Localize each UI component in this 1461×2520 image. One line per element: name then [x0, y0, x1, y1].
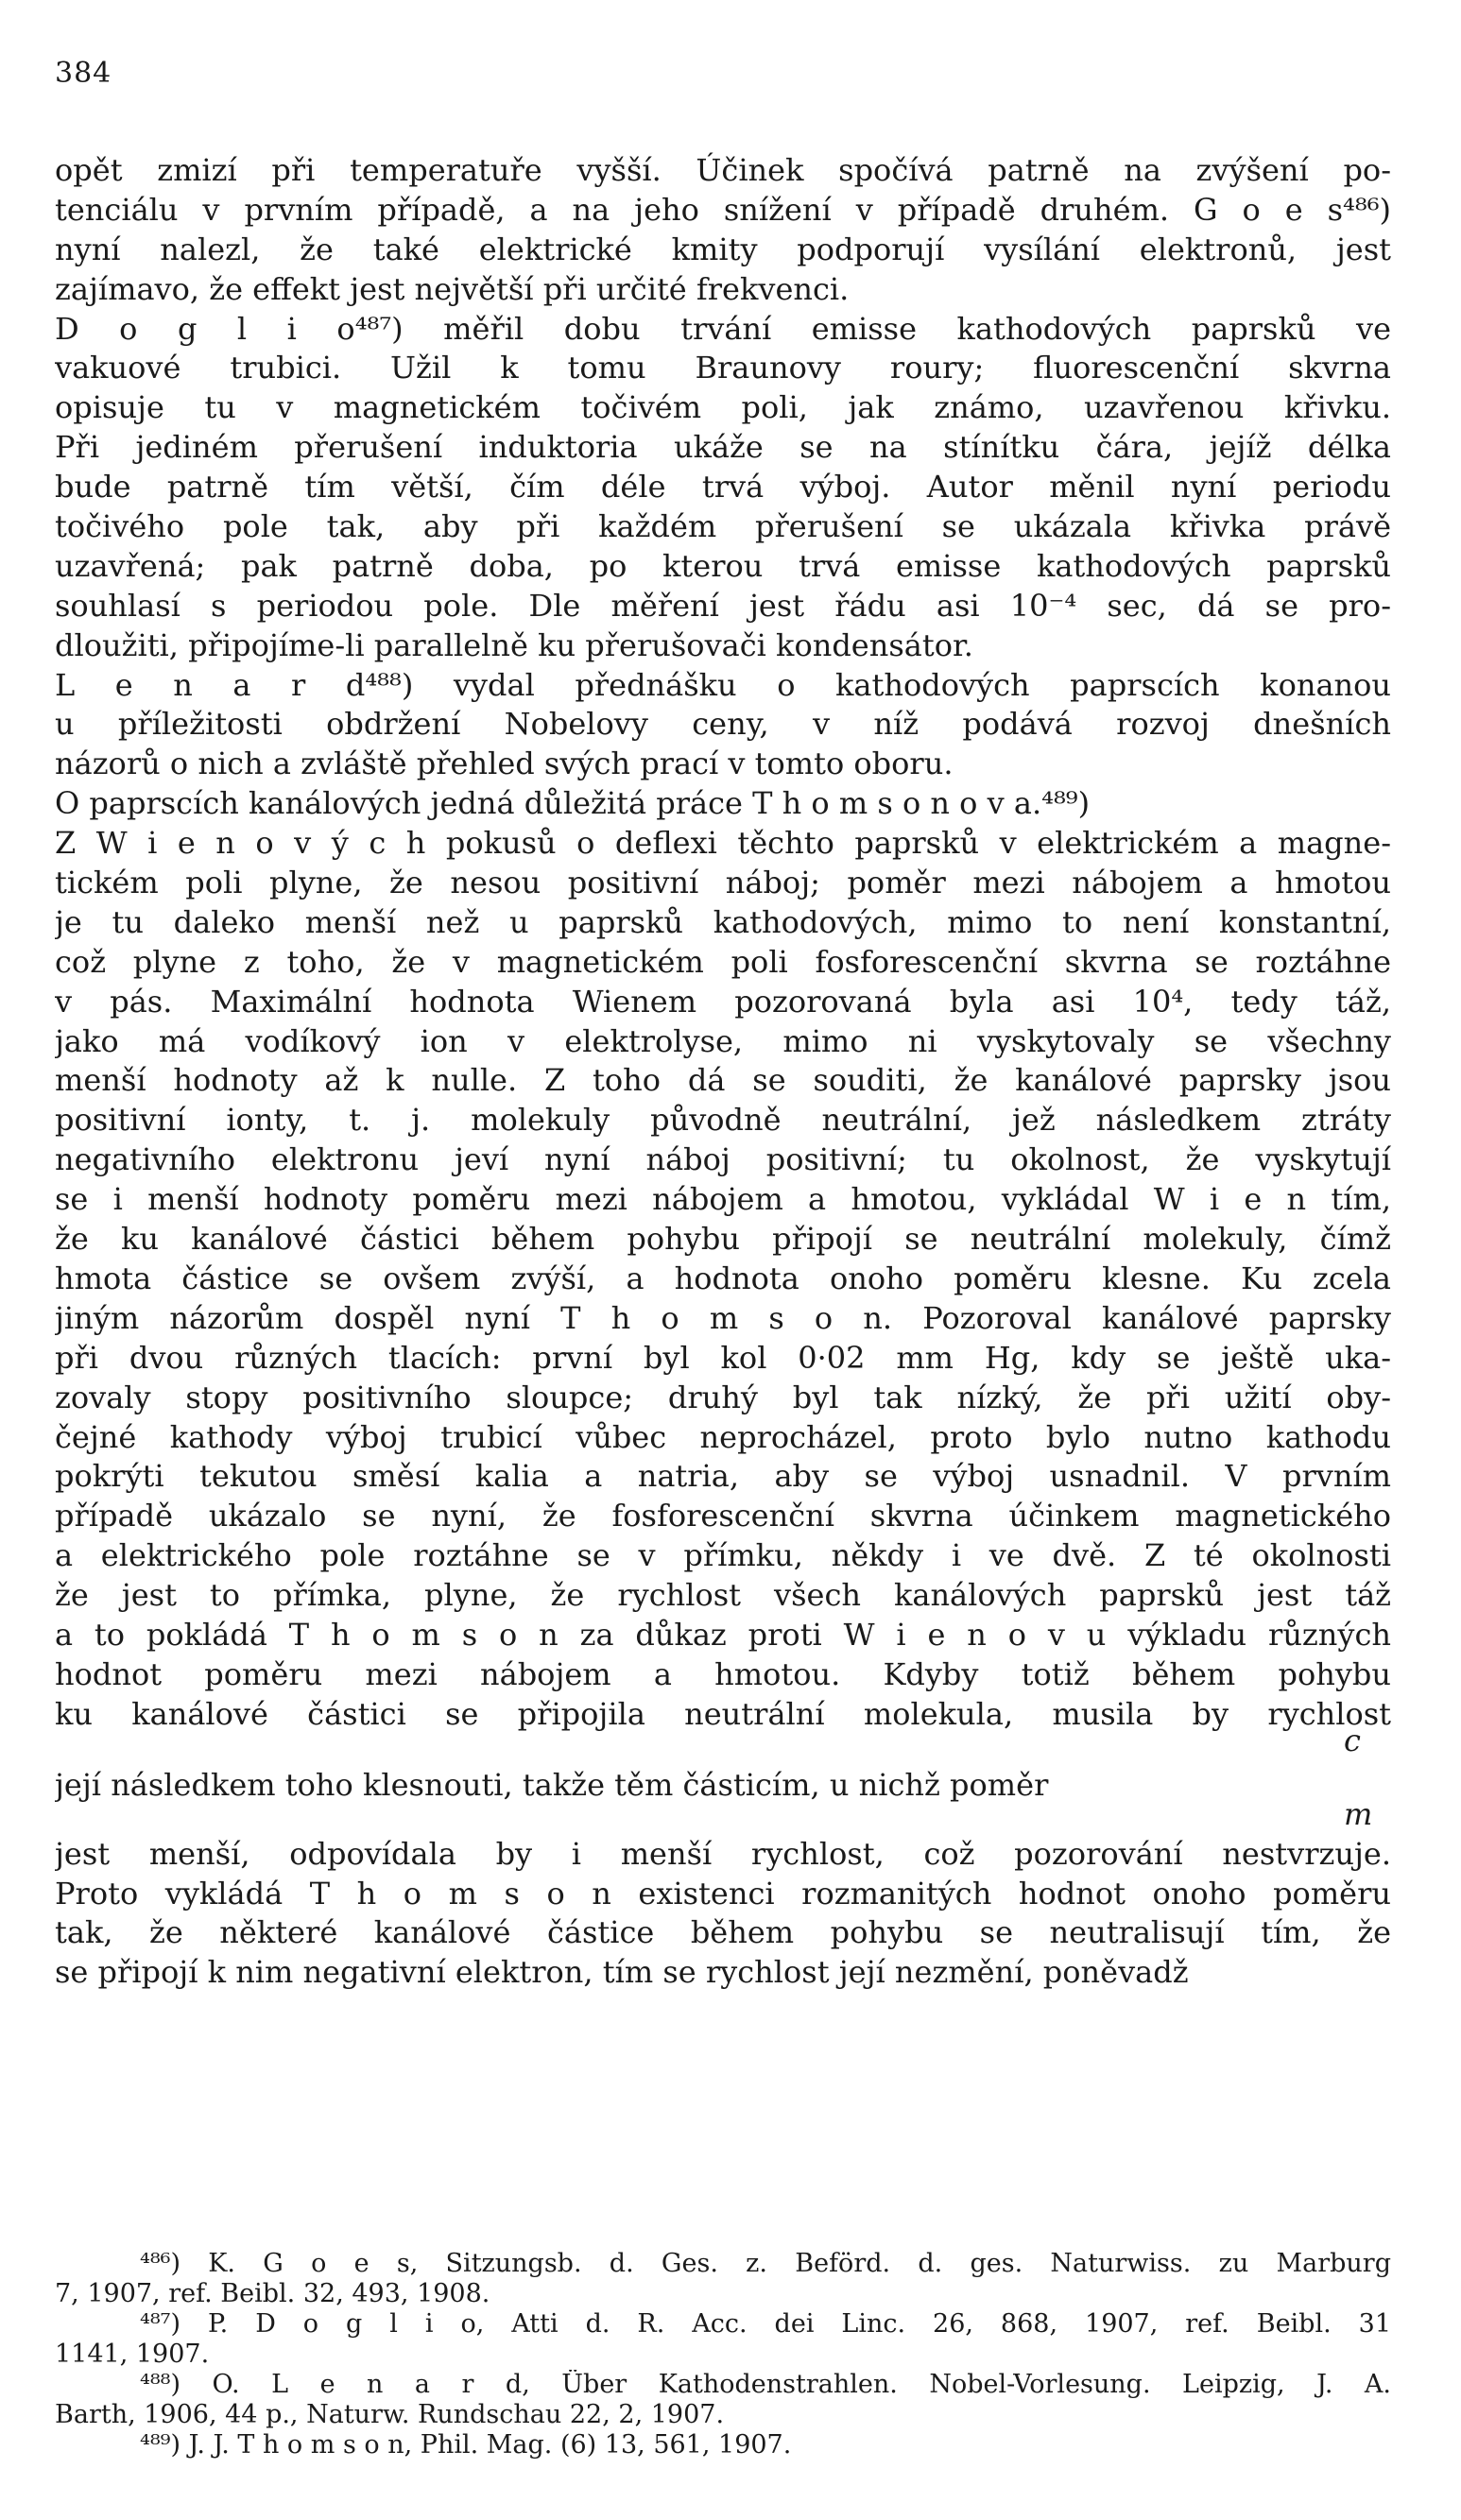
text-line: u příležitosti obdržení Nobelovy ceny, v níž podává rozvoj dnešních [55, 706, 1391, 743]
footnote-line: ⁴⁸⁹) J. J. T h o m s o n, Phil. Mag. (6) 13, 561, 1907. [140, 2430, 792, 2460]
text-line: čejné kathody výboj trubicí vůbec neprocházel, proto bylo nutno kathodu [55, 1418, 1391, 1455]
text-line: v pás. Maximální hodnota Wienem pozorovaná byla asi 10⁴, tedy táž, [55, 983, 1391, 1020]
paragraph-block [55, 151, 1391, 1735]
text-line: positivní ionty, t. j. molekuly původně neutrální, jež následkem ztráty [55, 1102, 1391, 1139]
text-line: Při jediném přerušení induktoria ukáže se na stínítku čára, jejíž délka [55, 429, 1391, 466]
text-line: L e n a r d⁴⁸⁸) vydal přednášku o kathodových paprscích konanou [55, 666, 1391, 703]
text-line: zovaly stopy positivního sloupce; druhý byl tak nízký, že při užití oby- [55, 1379, 1391, 1415]
footnote-line: ⁴⁸⁷) P. D o g l i o, Atti d. R. Acc. dei Linc. 26, 868, 1907, ref. Beibl. 31 [140, 2309, 1391, 2339]
footnote-line: 1141, 1907. [55, 2340, 210, 2369]
footnote-line: ⁴⁸⁸) O. L e n a r d, Über Kathodenstrahlen. Nobel-Vorlesung. Leipzig, J. A. [140, 2370, 1391, 2399]
main-text [55, 151, 1391, 1993]
page-number: 384 [55, 57, 112, 90]
text-line: Z W i e n o v ý c h pokusů o deflexi těchto paprsků v elektrickém a magne- [55, 825, 1391, 862]
text-line: hodnot poměru mezi nábojem a hmotou. Kdyby totiž během pohybu [55, 1655, 1391, 1692]
fraction-line-text: její následkem toho klesnouti, takže těm částicím, u nichž poměr [55, 1766, 1049, 1803]
text-line: což plyne z toho, že v magnetickém poli fosforescenční skvrna se roztáhne [55, 943, 1391, 980]
footnote-line: ⁴⁸⁶) K. G o e s, Sitzungsb. d. Ges. z. Beförd. d. ges. Naturwiss. zu Marburg [140, 2249, 1391, 2278]
text-line: hmota částice se ovšem zvýší, a hodnota onoho poměru klesne. Ku zcela [55, 1260, 1391, 1296]
text-line: uzavřená; pak patrně doba, po kterou trvá emisse kathodových paprsků [55, 547, 1391, 584]
text-line: točivého pole tak, aby při každém přerušení se ukázala křivka právě [55, 508, 1391, 545]
fraction-numerator: c [1344, 1734, 1361, 1758]
fraction-denominator: m [1344, 1795, 1373, 1832]
text-line: O paprscích kanálových jedná důležitá práce T h o m s o n o v a.⁴⁸⁹) [55, 785, 1091, 822]
text-line: menší hodnoty až k nulle. Z toho dá se souditi, že kanálové paprsky jsou [55, 1062, 1391, 1099]
fraction-line [55, 1735, 1391, 1835]
text-line: jako má vodíkový ion v elektrolyse, mimo ni vyskytovaly se všechny [55, 1022, 1391, 1059]
text-line: se i menší hodnoty poměru mezi nábojem a hmotou, vykládal W i e n tím, [55, 1181, 1391, 1218]
text-line: při dvou různých tlacích: první byl kol 0·02 mm Hg, kdy se ještě uka- [55, 1339, 1391, 1376]
text-line: negativního elektronu jeví nyní náboj positivní; tu okolnost, že vyskytují [55, 1141, 1391, 1178]
text-line: zajímavo, že effekt jest největší při určité frekvenci. [55, 270, 850, 307]
text-line: opět zmizí při temperatuře vyšší. Účinek spočívá patrně na zvýšení po- [55, 152, 1391, 188]
text-line: a elektrického pole roztáhne se v přímku, někdy i ve dvě. Z té okolnosti [55, 1537, 1391, 1574]
text-line: názorů o nich a zvláště přehled svých prací v tomto oboru. [55, 746, 954, 782]
text-line: D o g l i o⁴⁸⁷) měřil dobu trvání emisse kathodových paprsků ve [55, 310, 1391, 347]
text-line: Proto vykládá T h o m s o n existenci rozmanitých hodnot onoho poměru [55, 1875, 1391, 1911]
text-line: tak, že některé kanálové částice během pohybu se neutralisují tím, že [55, 1914, 1391, 1951]
text-line: že ku kanálové částici během pohybu připojí se neutrální molekuly, čímž [55, 1221, 1391, 1258]
footnotes [55, 2249, 1391, 2460]
text-line: nyní nalezl, že také elektrické kmity podporují vysílání elektronů, jest [55, 231, 1391, 267]
text-line: se připojí k nim negativní elektron, tím se rychlost její nezmění, poněvadž [55, 1954, 1189, 1991]
paragraph-block [55, 1835, 1391, 1994]
text-line: bude patrně tím větší, čím déle trvá výboj. Autor měnil nyní periodu [55, 469, 1391, 506]
footnote-line: 7, 1907, ref. Beibl. 32, 493, 1908. [55, 2279, 490, 2308]
text-line: dloužiti, připojíme-li parallelně ku přerušovači kondensátor. [55, 626, 973, 663]
text-line: opisuje tu v magnetickém točivém poli, jak známo, uzavřenou křivku. [55, 389, 1391, 426]
text-line: je tu daleko menší než u paprsků kathodových, mimo to není konstantní, [55, 903, 1391, 940]
fraction-c-over-m [1344, 1735, 1391, 1835]
text-line: že jest to přímka, plyne, že rychlost všech kanálových paprsků jest táž [55, 1577, 1391, 1614]
text-line: případě ukázalo se nyní, že fosforescenční skvrna účinkem magnetického [55, 1498, 1391, 1534]
text-line: ku kanálové částici se připojila neutrální molekula, musila by rychlost [55, 1695, 1391, 1732]
text-line: vakuové trubici. Užil k tomu Braunovy roury; fluorescenční skvrna [55, 350, 1391, 386]
text-line: jest menší, odpovídala by i menší rychlost, což pozorování nestvrzuje. [55, 1835, 1391, 1872]
text-line: a to pokládá T h o m s o n za důkaz proti W i e n o v u výkladu různých [55, 1616, 1391, 1653]
footnote-line: Barth, 1906, 44 p., Naturw. Rundschau 22, 2, 1907. [55, 2400, 725, 2429]
text-line: tickém poli plyne, že nesou positivní náboj; poměr mezi nábojem a hmotou [55, 865, 1391, 901]
text-line: tenciálu v prvním případě, a na jeho snížení v případě druhém. G o e s⁴⁸⁶) [55, 191, 1391, 228]
text-line: souhlasí s periodou pole. Dle měření jest řádu asi 10⁻⁴ sec, dá se pro- [55, 587, 1391, 624]
text-line: jiným názorům dospěl nyní T h o m s o n. Pozoroval kanálové paprsky [55, 1299, 1391, 1336]
text-line: pokrýti tekutou směsí kalia a natria, aby se výboj usnadnil. V prvním [55, 1458, 1391, 1495]
